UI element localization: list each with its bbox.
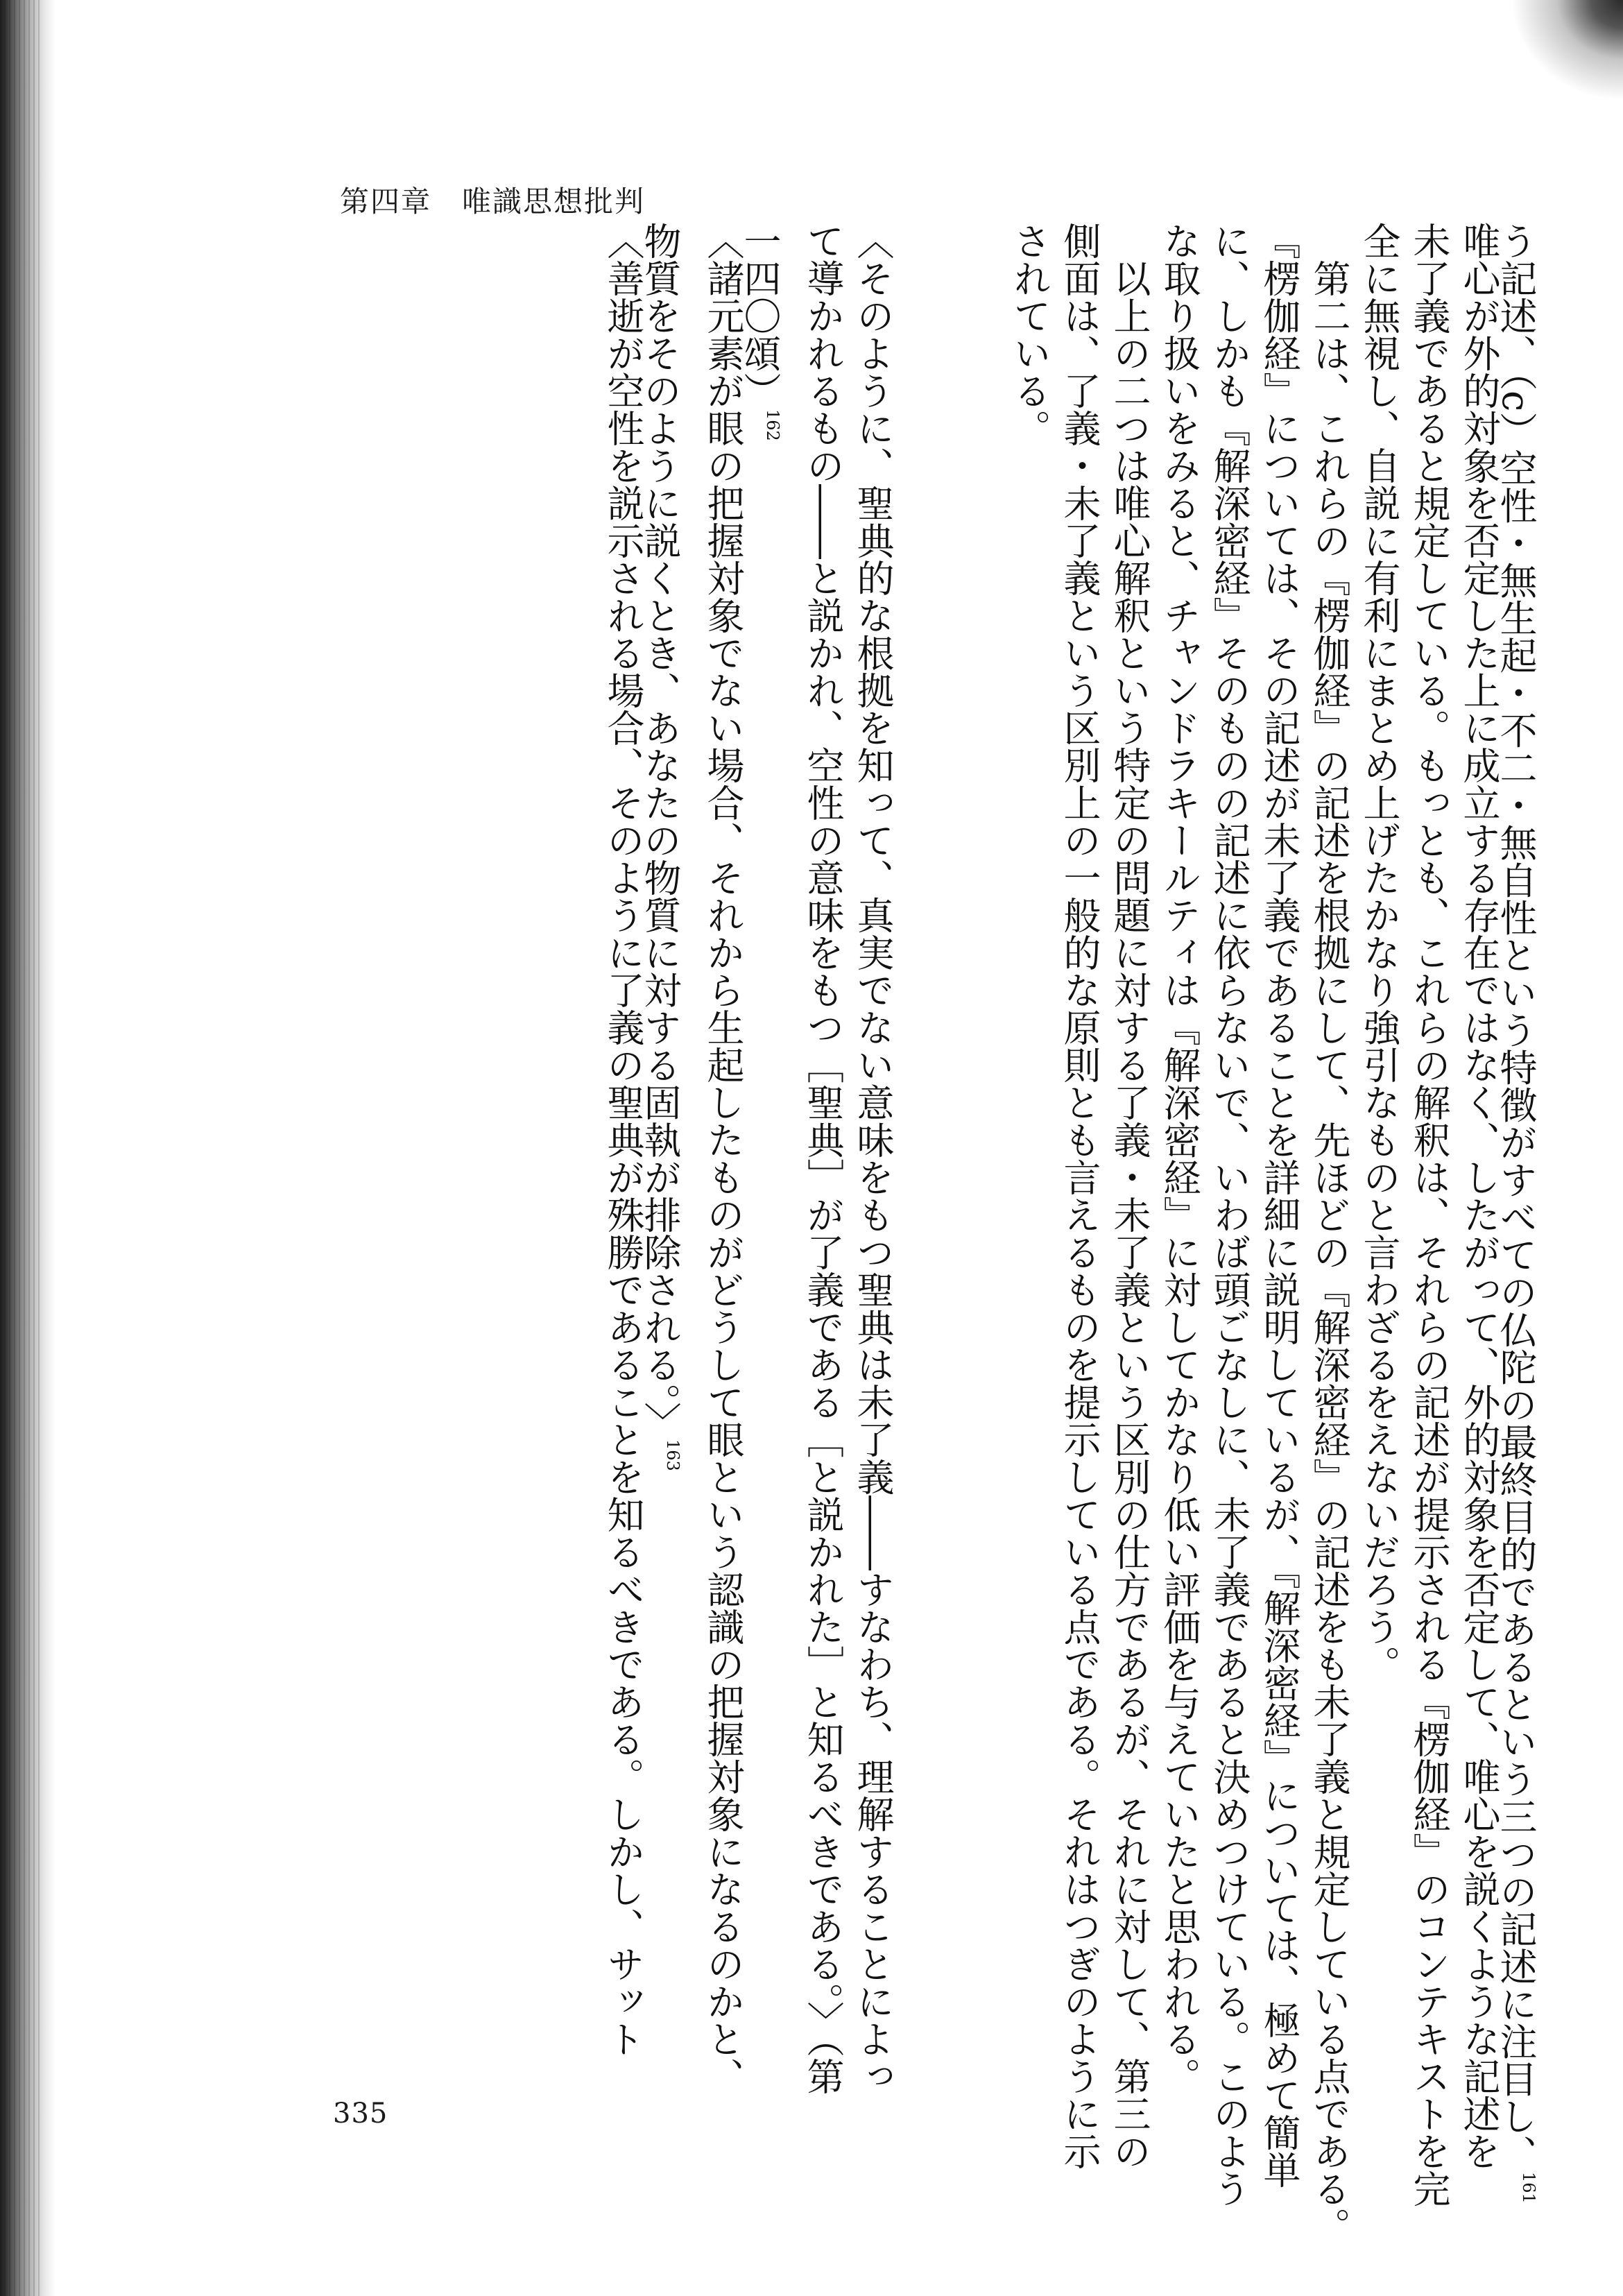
body-line: されている。 bbox=[1008, 222, 1051, 447]
footnote-ref: 162 bbox=[763, 409, 782, 441]
quote-line: 〈そのように、聖典的な根拠を知って、真実でない意味をもつ聖典は未了義――すなわち、理解することによっ bbox=[851, 222, 895, 2095]
page-number: 335 bbox=[333, 2098, 388, 2130]
quote-line bbox=[738, 222, 798, 2081]
quote-line-text: 物質をそのように説くとき、あなたの物質に対する固執が排除される。〉 bbox=[638, 222, 682, 1439]
body-line: な取り扱いをみると、チャンドラキールティは『解深密経』に対してかなり低い評価を与えていたと思われる。 bbox=[1158, 222, 1201, 2095]
body-line bbox=[1494, 222, 1554, 2204]
quote-line bbox=[638, 222, 698, 2081]
body-line: 全に無視し、自説に有利にまとめ上げたかなり強引なものと言わざるをえないだろう。 bbox=[1357, 222, 1401, 1683]
quote-line: て導かれるもの――と説かれ、空性の意味をもつ［聖典］が了義である［と説かれた］と知るべきである。〉（第 bbox=[801, 222, 845, 2095]
binding-texture bbox=[4, 0, 43, 2296]
body-line: 未了義であると規定している。もっとも、これらの解釈は、それらの記述が提示される『楞伽経』のコンテキストを完 bbox=[1407, 222, 1451, 2207]
quote-line: 〈諸元素が眼の把握対象でない場合、それから生起したものがどうして眼という認識の把握対象になるのかと、 bbox=[701, 222, 745, 2095]
quote-line-text: 一四〇頌） bbox=[738, 222, 782, 409]
footnote-ref: 161 bbox=[1519, 2172, 1538, 2204]
footnote-ref: 163 bbox=[663, 1439, 682, 1471]
running-head: 第四章 唯識思想批判 bbox=[340, 185, 646, 219]
body-line: 以上の二つは唯心解釈という特定の問題に対する了義・未了義という区別の仕方であるが、それに対して、第三の bbox=[1108, 222, 1151, 2170]
body-line: に、しかも『解深密経』そのものの記述に依らないで、いわば頭ごなしに、未了義であると決めつけている。このよう bbox=[1208, 222, 1251, 2207]
body-line: 唯心が外的対象を否定した上に成立する存在ではなく、したがって、外的対象を否定して、唯心を説くような記述を bbox=[1457, 222, 1501, 2170]
body-line-text: う記述、（c）空性・無生起・不二・無自性という特徴がすべての仏陀の最終目的であるという三つの記述に注目し、 bbox=[1494, 222, 1538, 2173]
body-line: 側面は、了義・未了義という区別上の一般的な原則とも言えるものを提示している点である。それはつぎのように示 bbox=[1058, 222, 1101, 2170]
body-line: 『楞伽経』については、その記述が未了義であることを詳細に説明しているが、『解深密経』については、極めて簡単 bbox=[1257, 222, 1301, 2188]
quote-line: 〈善逝が空性を説示される場合、そのように了義の聖典が殊勝であることを知るべきである。しかし、サット bbox=[601, 222, 645, 2057]
scan-corner-artifact bbox=[1484, 0, 1623, 125]
paragraph-gap bbox=[898, 222, 1004, 2081]
body-line: 第二は、これらの『楞伽経』の記述を根拠にして、先ほどの『解深密経』の記述をも未了義と規定している点である。 bbox=[1307, 222, 1351, 2245]
